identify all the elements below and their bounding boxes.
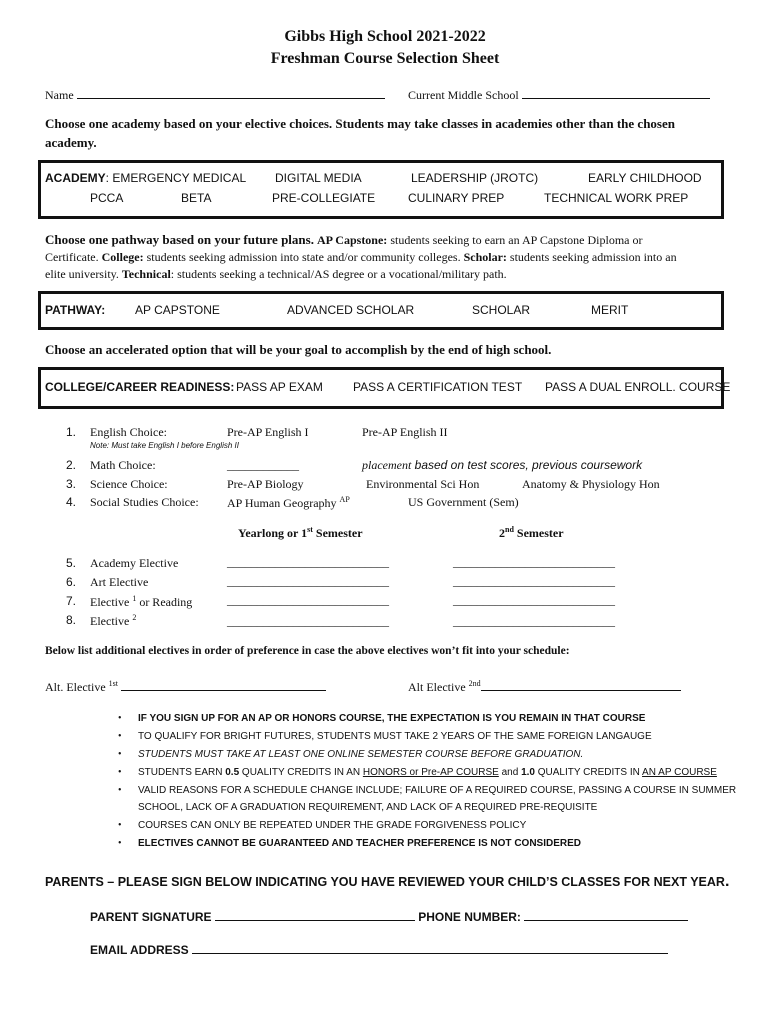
pathway-technical-text: : students seeking a technical/AS degree or a vocational/military path. [170,267,507,281]
alt-elective-1-row [45,678,326,695]
readiness-option-ap-exam[interactable]: PASS AP EXAM [236,380,323,394]
email-label: EMAIL ADDRESS [90,943,189,957]
readiness-option-dual-enroll[interactable]: PASS A DUAL ENROLL. COURSE [545,380,731,394]
elective-1-rest: or Reading [136,595,193,609]
readiness-instruction: Choose an accelerated option that will be your goal to accomplish by the end of high school. [45,342,552,357]
english-option-pre-ap-2[interactable]: Pre-AP English II [362,425,448,439]
elective-2-yearlong-field[interactable]: ___________________________ [227,614,389,628]
elective-1-label [90,594,192,610]
note-qc-g: QUALITY CREDITS IN [534,767,643,778]
pathway-ap-text: students seeking to earn an AP Capstone Diploma or [390,233,643,247]
pathway-label: PATHWAY: [45,303,106,317]
yearlong-header-rest: Semester [312,526,363,540]
academy-elective-second-field[interactable]: ___________________________ [453,555,615,569]
academy-option-early-childhood[interactable]: EARLY CHILDHOOD [588,171,702,185]
bullet-5: • [118,785,122,796]
course-number-7: 7. [66,594,77,608]
academy-elective-label: Academy Elective [90,556,179,570]
art-elective-second-field[interactable]: ___________________________ [453,574,615,588]
course-number-5: 5. [66,556,77,570]
pathway-line3-start: elite university. [45,267,119,281]
alt-elective-1-label: Alt. Elective [45,680,109,694]
art-elective-label: Art Elective [90,575,149,589]
elective-1-text: Elective [90,595,133,609]
page-subtitle: Freshman Course Selection Sheet [270,50,500,67]
pathway-technical-label: Technical [121,267,171,281]
second-semester-sup: nd [505,525,514,534]
parent-signature-row [90,908,688,924]
math-placement-rest: based on test scores, previous coursework [411,458,643,472]
pathway-ap-label: AP Capstone: [316,233,388,247]
math-placement-word: placement [362,458,412,472]
math-placement-note [362,458,642,473]
parent-signature-label: PARENT SIGNATURE [90,910,212,924]
parents-heading [45,873,729,891]
yearlong-header-sup: st [307,525,313,534]
alternates-instruction: Below list additional electives in order of preference in case the above electives won’t fit into your schedule: [45,645,570,657]
alt-elective-2-field[interactable] [481,678,681,691]
note-grade-forgiveness: COURSES CAN ONLY BE REPEATED UNDER THE GRADE FORGIVENESS POLICY [138,820,527,831]
parents-heading-end: . [724,873,730,890]
english-choice-label: English Choice: [90,425,167,439]
elective-2-text: Elective [90,614,133,628]
alt-elective-2-label: Alt Elective [408,680,469,694]
pathway-intro: Choose one pathway based on your future plans. [45,232,314,247]
readiness-label: COLLEGE/CAREER READINESS: [45,380,235,394]
science-option-anatomy[interactable]: Anatomy & Physiology Hon [522,477,660,491]
science-choice-label: Science Choice: [90,477,168,491]
note-schedule-change-2: SCHOOL, LACK OF A GRADUATION REQUIREMENT, AND LACK OF A REQUIRED PRE-REQUISITE [138,802,598,813]
middle-school-label: Current Middle School [408,88,519,102]
second-semester-rest: Semester [513,526,564,540]
pathway-instruction-line3 [45,267,507,282]
social-option-ap-sup: AP [339,495,350,504]
alt-elective-1-sup: 1st [108,679,118,688]
note-electives-not-guaranteed: ELECTIVES CANNOT BE GUARANTEED AND TEACHER PREFERENCE IS NOT CONSIDERED [138,838,581,849]
note-ap-honors: IF YOU SIGN UP FOR AN AP OR HONORS COURSE, THE EXPECTATION IS YOU REMAIN IN THAT COURSE [138,713,646,724]
phone-number-label: PHONE NUMBER: [418,910,521,924]
academy-option-emergency-medical[interactable]: EMERGENCY MEDICAL [112,171,247,185]
pathway-instruction-line2 [45,250,677,265]
second-semester-text: 2 [499,526,505,540]
social-option-us-gov[interactable]: US Government (Sem) [408,495,519,509]
bullet-3: • [118,749,122,760]
pathway-instruction-line1 [45,232,643,248]
yearlong-header [238,525,363,541]
pathway-line2-start: Certificate. [45,250,99,264]
pathway-scholar-label: Scholar: [463,250,507,264]
elective-1-second-field[interactable]: ___________________________ [453,593,615,607]
note-qc-d: HONORS or Pre-AP COURSE [362,767,499,778]
elective-2-second-field[interactable]: ___________________________ [453,614,615,628]
note-bright-futures: TO QUALIFY FOR BRIGHT FUTURES, STUDENTS MUST TAKE 2 YEARS OF THE SAME FOREIGN LANGAUGE [138,731,652,742]
pathway-college-text: students seeking admission into state and/or community colleges. [146,250,461,264]
course-number-3: 3. [66,477,77,491]
academy-option-pcca[interactable]: PCCA [90,191,124,205]
social-option-ap-human-geo[interactable] [227,495,350,511]
social-option-ap-human-geo-text: AP Human Geography [227,496,337,510]
science-option-biology[interactable]: Pre-AP Biology [227,477,304,491]
parent-signature-field[interactable] [215,908,415,921]
english-note: Note: Must take English I before English II [90,441,239,450]
math-choice-label: Math Choice: [90,458,156,472]
email-row [90,941,668,957]
name-row [45,86,385,103]
academy-box [38,160,724,219]
pathway-option-advanced-scholar[interactable]: ADVANCED SCHOLAR [287,303,415,317]
note-qc-h: AN AP COURSE [642,767,717,778]
page-title: Gibbs High School 2021-2022 [284,28,486,45]
name-label: Name [45,88,74,102]
elective-1-sup: 1 [132,594,137,603]
bullet-6: • [118,820,122,831]
pathway-option-scholar[interactable]: SCHOLAR [472,303,531,317]
note-quality-credits [138,767,717,778]
note-qc-e: and [498,767,522,778]
pathway-college-label: College: [101,250,144,264]
email-field[interactable] [192,941,668,954]
middle-school-field[interactable] [522,86,710,99]
course-number-2: 2. [66,458,77,472]
pathway-scholar-text: students seeking admission into an [509,250,677,264]
course-number-1: 1. [66,425,77,439]
pathway-option-merit[interactable]: MERIT [591,303,629,317]
readiness-option-certification[interactable]: PASS A CERTIFICATION TEST [353,380,523,394]
academy-option-beta[interactable]: BETA [181,191,212,205]
academy-elective-yearlong-field[interactable]: ___________________________ [227,555,389,569]
name-field[interactable] [77,86,385,99]
bullet-1: • [118,713,122,724]
note-schedule-change-1: VALID REASONS FOR A SCHEDULE CHANGE INCLUDE; FAILURE OF A REQUIRED COURSE, PASSING A COURSE IN SUMMER [138,785,737,796]
academy-instruction-line1: Choose one academy based on your elective choices. Students may take classes in academies other than the chosen [45,116,675,131]
bullet-2: • [118,731,122,742]
math-choice-field[interactable]: ____________ [227,458,299,472]
elective-1-yearlong-field[interactable]: ___________________________ [227,593,389,607]
parents-heading-text: PARENTS – PLEASE SIGN BELOW INDICATING YOU HAVE REVIEWED YOUR CHILD’S CLASSES FOR NEXT YEAR [45,875,725,889]
course-number-6: 6. [66,575,77,589]
academy-option-leadership[interactable]: LEADERSHIP (JROTC) [411,171,539,185]
middle-school-row [408,86,710,103]
alt-elective-2-sup: 2nd [468,679,481,688]
science-option-env-sci[interactable]: Environmental Sci Hon [366,477,480,491]
academy-option-technical-work-prep[interactable]: TECHNICAL WORK PREP [544,191,689,205]
course-number-4: 4. [66,495,77,509]
alt-elective-1-field[interactable] [121,678,326,691]
alt-elective-2-row [408,678,681,695]
note-online-course: STUDENTS MUST TAKE AT LEAST ONE ONLINE SEMESTER COURSE BEFORE GRADUATION. [138,749,584,760]
english-option-pre-ap-1[interactable]: Pre-AP English I [227,425,309,439]
academy-instruction-line2: academy. [45,135,97,150]
second-semester-header [499,525,564,541]
academy-option-culinary-prep[interactable]: CULINARY PREP [408,191,505,205]
note-qc-a: STUDENTS EARN [138,767,226,778]
yearlong-header-text: Yearlong or 1 [238,526,308,540]
social-studies-choice-label: Social Studies Choice: [90,495,199,509]
note-qc-b: 0.5 [225,767,240,778]
note-qc-c: QUALITY CREDITS IN AN [239,767,363,778]
pathway-option-ap-capstone[interactable]: AP CAPSTONE [135,303,220,317]
bullet-7: • [118,838,122,849]
elective-2-sup: 2 [132,613,137,622]
academy-option-pre-collegiate[interactable]: PRE-COLLEGIATE [272,191,376,205]
bullet-4: • [118,767,122,778]
art-elective-yearlong-field[interactable]: ___________________________ [227,574,389,588]
note-qc-f: 1.0 [521,767,535,778]
academy-label-row: ACADEMY: EMERGENCY MEDICAL [45,171,247,185]
phone-number-field[interactable] [524,908,688,921]
elective-2-label [90,613,136,629]
academy-label: ACADEMY [45,171,106,185]
course-number-8: 8. [66,613,77,627]
academy-option-digital-media[interactable]: DIGITAL MEDIA [275,171,362,185]
